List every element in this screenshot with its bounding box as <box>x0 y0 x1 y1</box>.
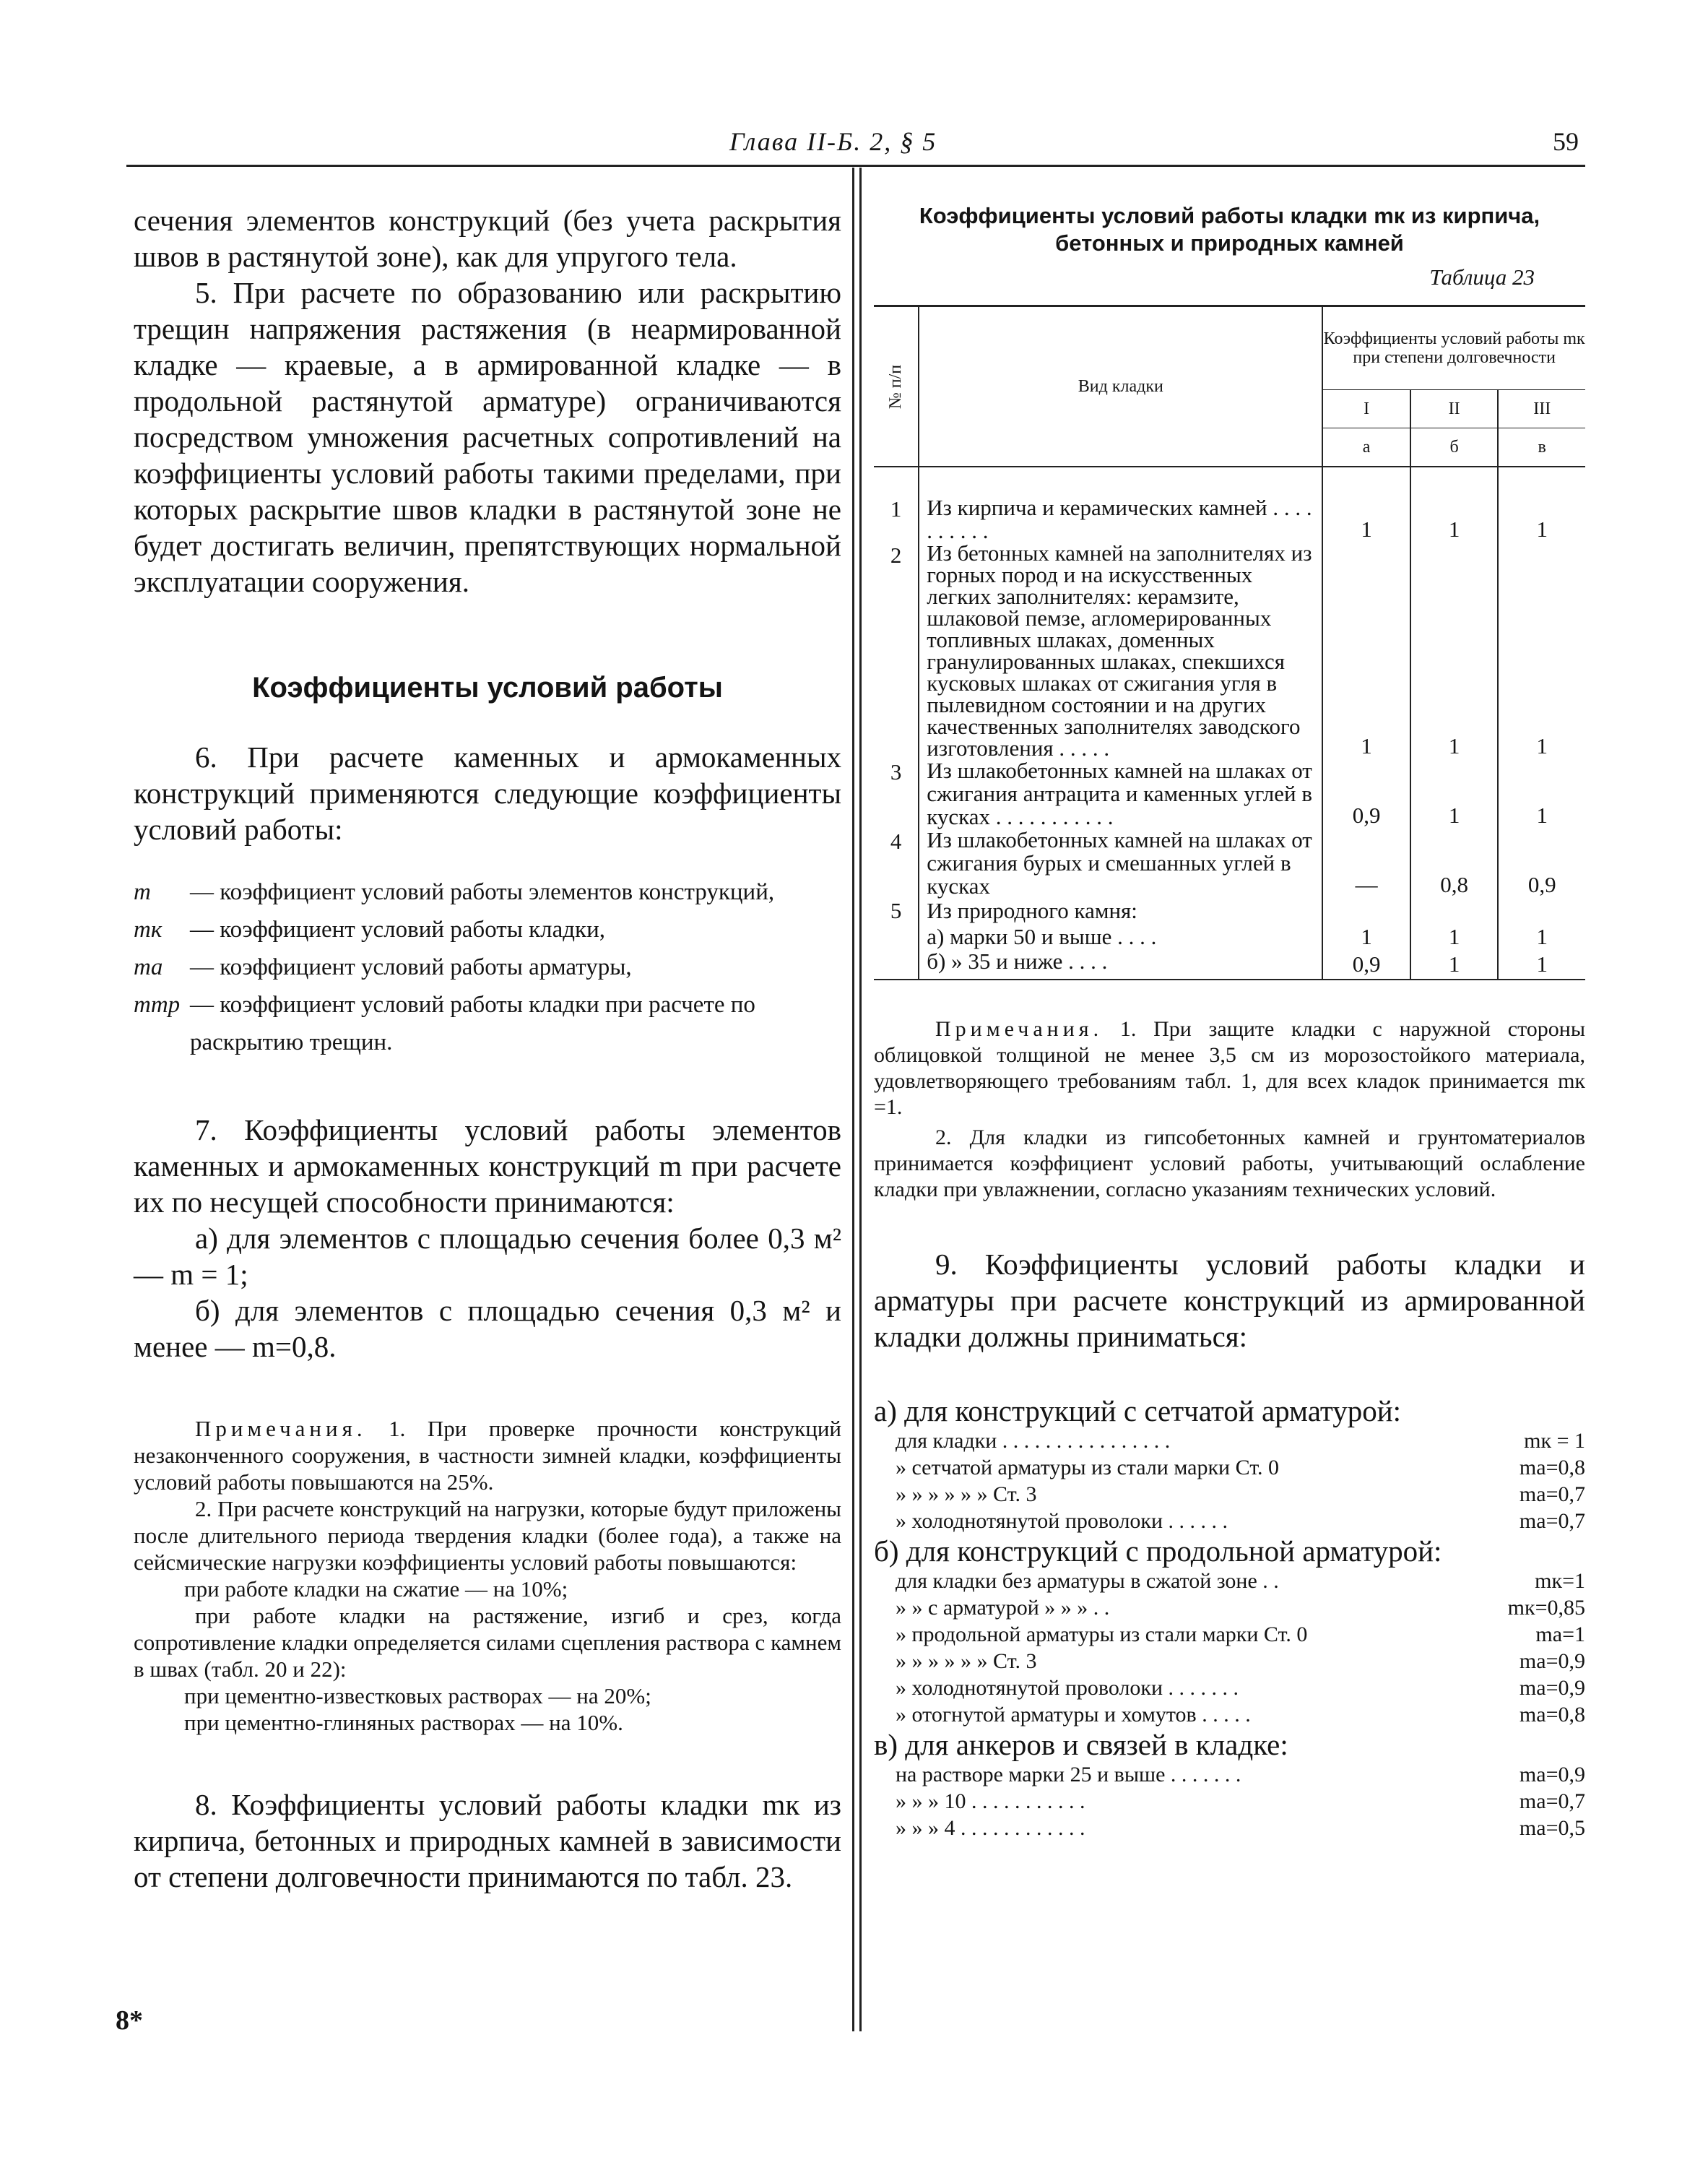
degree-header: II <box>1410 390 1499 428</box>
subsection-a-heading: а) для конструкций с сетчатой арматурой: <box>874 1394 1402 1427</box>
page-number: 59 <box>1553 127 1579 156</box>
column-divider-right <box>859 168 862 2031</box>
notes-label: Примечания. <box>195 1416 367 1441</box>
table-row: 2 Из бетонных камней на заполнителях из горных пород и на искусственных легких заполнителях: керамзите, шлаковой пемзе, агломерированных топливных шлаках, доменных гранулированных шлаках, спекшихся кусковых шлаках от сжигания угля в пылевидном состоянии и на других качественных заполнителях заводского изготовления . . . . . 1 1 1 <box>874 543 1585 759</box>
left-column <box>134 202 841 1895</box>
list-item: » отогнутой арматуры и хомутов . . . . . mа=0,8 <box>896 1703 1585 1727</box>
letter-header: б <box>1410 428 1499 467</box>
definition-item: mа — коэффициент условий работы арматуры, <box>134 954 632 980</box>
column-divider-left <box>852 168 854 2031</box>
table-row: б) » 35 и ниже . . . . 0,9 1 1 <box>874 950 1585 980</box>
subsection-a-list <box>874 1427 1585 1534</box>
table-row: 1 Из кирпича и керамических камней . . . . . . . . . . 1 1 1 <box>874 496 1585 543</box>
coefficient-definitions <box>134 873 841 1061</box>
table-note-1: Примечания. 1. При защите кладки с наружной стороны облицовкой толщиной не менее 3,5 см из морозостойкого материала, удовлетворяющего требованиям табл. 1, для всех кладок принимается mк =1. <box>874 1017 1585 1119</box>
list-item: » » » 4 . . . . . . . . . . . . mа=0,5 <box>896 1816 1585 1840</box>
list-item: » сетчатой арматуры из стали марки Ст. 0 mа=0,8 <box>896 1456 1585 1479</box>
table-row: а) марки 50 и выше . . . . 1 1 1 <box>874 924 1585 950</box>
notes-label: Примечания. <box>935 1017 1104 1041</box>
section-title: Коэффициенты условий работы <box>252 672 723 704</box>
list-item: на растворе марки 25 и выше . . . . . . . mа=0,9 <box>896 1763 1585 1786</box>
note-2: 2. При расчете конструкций на нагрузки, которые будут приложены после длительного периода твердения кладки (более года), а также на сейсмические нагрузки коэффициенты условий работы повышаются: <box>134 1496 841 1575</box>
subsection-b-heading: б) для конструкций с продольной арматурой: <box>874 1534 1442 1568</box>
definition-item: m — коэффициент условий работы элементов конструкций, <box>134 879 775 905</box>
table-label: Таблица 23 <box>1429 264 1535 290</box>
coefficient-table <box>874 305 1585 980</box>
note-2c: при цементно-известковых растворах — на 20%; <box>184 1683 651 1708</box>
note-2b: при работе кладки на растяжение, изгиб и срез, когда сопротивление кладки определяется силами сцепления раствора с камнем в швах (табл. 20 и 22): <box>134 1603 841 1682</box>
header-rule <box>126 165 1585 167</box>
table-row: 3 Из шлакобетонных камней на шлаках от сжигания антрацита и каменных углей в кусках . . . . . . . . . . . 0,9 1 1 <box>874 759 1585 829</box>
list-item: » » » » » » Ст. 3 mа=0,9 <box>896 1649 1585 1673</box>
list-item: » продольной арматуры из стали марки Ст. 0 mа=1 <box>896 1622 1585 1646</box>
paragraph-continuation: сечения элементов конструкций (без учета раскрытия швов в растянутой зоне), как для упругого тела. <box>134 204 841 273</box>
list-item: » » » 10 . . . . . . . . . . . mа=0,7 <box>896 1789 1585 1813</box>
list-item: » » » » » » Ст. 3 mа=0,7 <box>896 1482 1585 1506</box>
running-header: Глава II-Б. 2, § 5 <box>729 127 937 156</box>
paragraph-7a: а) для элементов с площадью сечения более 0,3 м² — m = 1; <box>134 1222 841 1291</box>
table-notes <box>874 1016 1585 1203</box>
paragraph-6: 6. При расчете каменных и армокаменных конструкций применяются следующие коэффициенты условий работы: <box>134 740 841 846</box>
column-header-kind: Вид кладки <box>919 306 1322 467</box>
subsection-b-list <box>874 1568 1585 1728</box>
paragraph-7b: б) для элементов с площадью сечения 0,3 м² и менее — m=0,8. <box>134 1294 841 1363</box>
table-note-2: 2. Для кладки из гипсобетонных камней и грунтоматериалов принимается коэффициент условий работы, учитывающий ослабление кладки при увлажнении, согласно указаниям технических условий. <box>874 1125 1585 1201</box>
table-title: Коэффициенты условий работы кладки mк из кирпича, бетонных и природных камней <box>919 203 1540 256</box>
note-2d: при цементно-глиняных растворах — на 10%. <box>184 1710 623 1735</box>
degree-header: I <box>1322 390 1410 428</box>
paragraph-5: 5. При расчете по образованию или раскрытию трещин напряжения растяжения (в неармированной кладке — краевые, а в армированной кладке — в продольной растянутой арматуре) ограничиваются посредством умножения расчетных сопротивлений на коэффициенты условий работы такими пределами, при которых раскрытие швов кладки в растянутой зоне не будет достигать величин, препятствующих нормальной эксплуатации сооружения. <box>134 276 841 598</box>
paragraph-7: 7. Коэффициенты условий работы элементов каменных и армокаменных конструкций m при расчете их по несущей способности принимаются: <box>134 1113 841 1219</box>
definition-item: mк — коэффициент условий работы кладки, <box>134 917 606 943</box>
list-item: » холоднотянутой проволоки . . . . . . . mа=0,9 <box>896 1676 1585 1700</box>
subsection-c-heading: в) для анкеров и связей в кладке: <box>874 1728 1288 1761</box>
table-row: 5 Из природного камня: <box>874 898 1585 924</box>
degree-header: III <box>1498 390 1585 428</box>
paragraph-9: 9. Коэффициенты условий работы кладки и арматуры при расчете конструкций из армированной кладки должны приниматься: <box>874 1248 1585 1353</box>
column-header-number: № п/п <box>874 306 919 467</box>
list-item: для кладки . . . . . . . . . . . . . . . . mк = 1 <box>896 1429 1585 1453</box>
list-item: для кладки без арматуры в сжатой зоне . . mк=1 <box>896 1569 1585 1593</box>
letter-header: а <box>1322 428 1410 467</box>
subsection-c-list <box>874 1761 1585 1841</box>
note-1: Примечания. 1. При проверке прочности конструкций незаконченного сооружения, в частности зимней кладки, коэффициенты условий работы повышаются на 25%. <box>134 1416 842 1495</box>
list-item: » холоднотянутой проволоки . . . . . . mа=0,7 <box>896 1509 1585 1533</box>
definition-item: mтр — коэффициент условий работы кладки при расчете по раскрытию трещин. <box>134 992 755 1055</box>
list-item: » » с арматурой » » » . . mк=0,85 <box>896 1596 1585 1620</box>
right-column <box>874 202 1585 1841</box>
notes-block <box>134 1415 841 1736</box>
paragraph-8: 8. Коэффициенты условий работы кладки mк из кирпича, бетонных и природных камней в зависимости от степени долговечности принимаются по табл. 23. <box>134 1788 841 1893</box>
note-2a: при работе кладки на сжатие — на 10%; <box>184 1576 568 1602</box>
signature-mark: 8* <box>116 2005 143 2036</box>
letter-header: в <box>1498 428 1585 467</box>
column-header-group: Коэффициенты условий работы mк при степени долговечности <box>1322 306 1585 390</box>
table-row: 4 Из шлакобетонных камней на шлаках от сжигания бурых и смешанных углей в кусках — 0,8 0,9 <box>874 829 1585 898</box>
